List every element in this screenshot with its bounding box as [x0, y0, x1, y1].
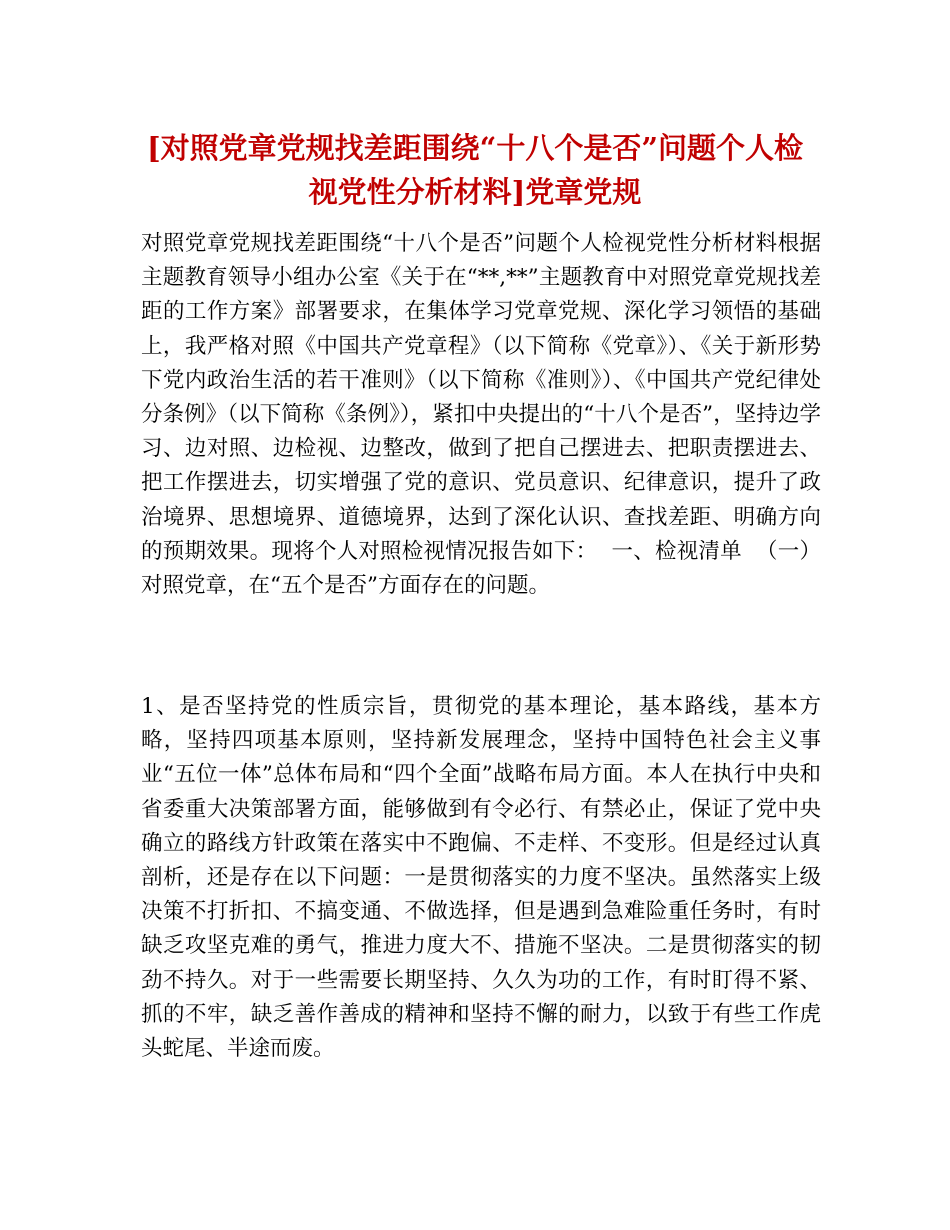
paragraph-intro: 对照党章党规找差距围绕“十八个是否”问题个人检视党性分析材料根据主题教育领导小组办公室《关于在“**,**”主题教育中对照党章党规找差距的工作方案》部署要求，在集体学习党章党规、深化学习领悟的基础上，我严格对照《中国共产党章程》（以下简称《党章》）、《关于新形势下党内政治生活的若干准则》（以下简称《准则》）、《中国共产党纪律处分条例》（以下简称《条例》），紧扣中央提出的“十八个是否”，坚持边学习、边对照、边检视、边整改，做到了把自己摆进去、把职责摆进去、把工作摆进去，切实增强了党的意识、党员意识、纪律意识，提升了政治境界、思想境界、道德境界，达到了深化认识、查找差距、明确方向的预期效果。现将个人对照检视情况报告如下： 一、检视清单 （一）对照党章，在“五个是否”方面存在的问题。 [141, 231, 821, 599]
document-title: [对照党章党规找差距围绕“十八个是否”问题个人检视党性分析材料]党章党规 [146, 131, 804, 209]
paragraph-item-1: 1、是否坚持党的性质宗旨，贯彻党的基本理论，基本路线，基本方略，坚持四项基本原则，坚持新发展理念，坚持中国特色社会主义事业“五位一体”总体布局和“四个全面”战略布局方面。本人在执行中央和省委重大决策部署方面，能够做到有令必行、有禁必止，保证了党中央确立的路线方针政策在落实中不跑偏、不走样、不变形。但是经过认真剖析，还是存在以下问题：一是贯彻落实的力度不坚决。虽然落实上级决策不打折扣、不搞变通、不做选择，但是遇到急难险重任务时，有时缺乏攻坚克难的勇气，推进力度大不、措施不坚决。二是贯彻落实的韧劲不持久。对于一些需要长期坚持、久久为功的工作，有时盯得不紧、抓的不牢，缺乏善作善成的精神和坚持不懈的耐力，以致于有些工作虎头蛇尾、半途而废。 [141, 694, 821, 1062]
